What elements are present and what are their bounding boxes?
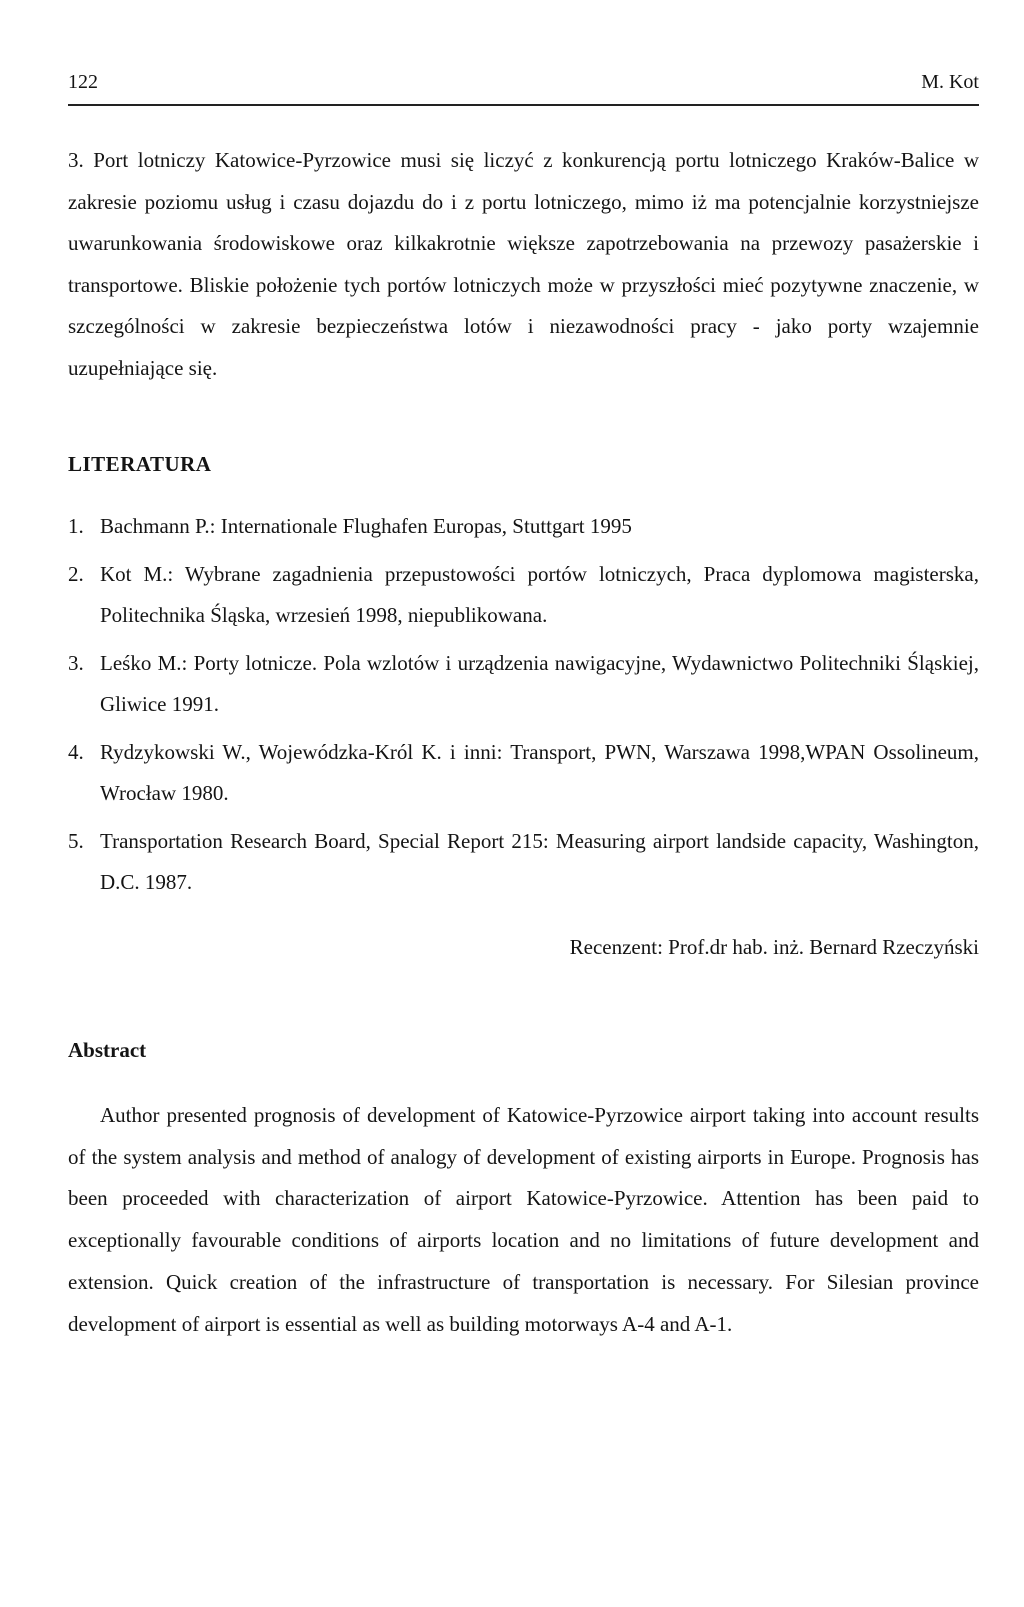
reference-item [68, 732, 979, 815]
abstract-text: Author presented prognosis of development of Katowice-Pyrzowice airport taking into account results of the system analysis and method of analogy of development of existing airports in Europe. Prognosis has been proceeded with characterization of airport Katowice-Pyrzowice. Attention has been paid to exceptionally favourable conditions of airports location and no limitations of future development and extension. Quick creation of the infrastructure of transportation is necessary. For Silesian province development of airport is essential as well as building motorways A-4 and A-1. [68, 1103, 979, 1336]
reference-item [68, 643, 979, 726]
reference-text: Transportation Research Board, Special Report 215: Measuring airport landside capacity, Washington, D.C. 1987. [100, 828, 979, 894]
reference-text: Rydzykowski W., Wojewódzka-Król K. i inni: Transport, PWN, Warszawa 1998,WPAN Ossolineum, Wrocław 1980. [100, 739, 979, 805]
conclusion-item-number: 3. [68, 148, 84, 172]
reference-list-section [68, 506, 979, 910]
literature-heading: LITERATURA [68, 452, 212, 476]
reference-item [68, 506, 979, 548]
reference-text: Bachmann P.: Internationale Flughafen Europas, Stuttgart 1995 [100, 514, 632, 538]
reference-list [68, 506, 979, 904]
reference-number: 1. [68, 514, 84, 538]
reference-text: Kot M.: Wybrane zagadnienia przepustowości portów lotniczych, Praca dyplomowa magisterska, Politechnika Śląska, wrzesień 1998, niepublikowana. [100, 561, 979, 627]
header-rule [68, 104, 979, 106]
page-number: 122 [68, 71, 98, 93]
literature-section [68, 452, 979, 477]
running-author: M. Kot [921, 71, 979, 93]
page-header [68, 72, 979, 92]
reference-item [68, 821, 979, 904]
reference-number: 5. [68, 828, 84, 853]
reference-text: Leśko M.: Porty lotnicze. Pola wzlotów i urządzenia nawigacyjne, Wydawnictwo Politechniki Śląskiej, Gliwice 1991. [100, 650, 979, 716]
conclusion-section [68, 140, 979, 389]
reference-number: 3. [68, 650, 84, 675]
conclusion-paragraph [68, 140, 979, 389]
reviewer-line: Recenzent: Prof.dr hab. inż. Bernard Rzeczyński [569, 935, 979, 959]
reference-item [68, 554, 979, 637]
abstract-heading: Abstract [68, 1038, 147, 1062]
reference-number: 4. [68, 739, 84, 764]
conclusion-text: Port lotniczy Katowice-Pyrzowice musi się liczyć z konkurencją portu lotniczego Kraków-Balice w zakresie poziomu usług i czasu dojazdu do i z portu lotniczego, mimo iż ma potencjalnie korzystniejsze uwarunkowania środowiskowe oraz kilkakrotnie większe zapotrzebowania na przewozy pasażerskie i transportowe. Bliskie położenie tych portów lotniczych może w przyszłości mieć pozytywne znaczenie, w szczególności w zakresie bezpieczeństwa lotów i niezawodności pracy - jako porty wzajemnie uzupełniające się. [68, 148, 980, 380]
reference-number: 2. [68, 561, 84, 586]
